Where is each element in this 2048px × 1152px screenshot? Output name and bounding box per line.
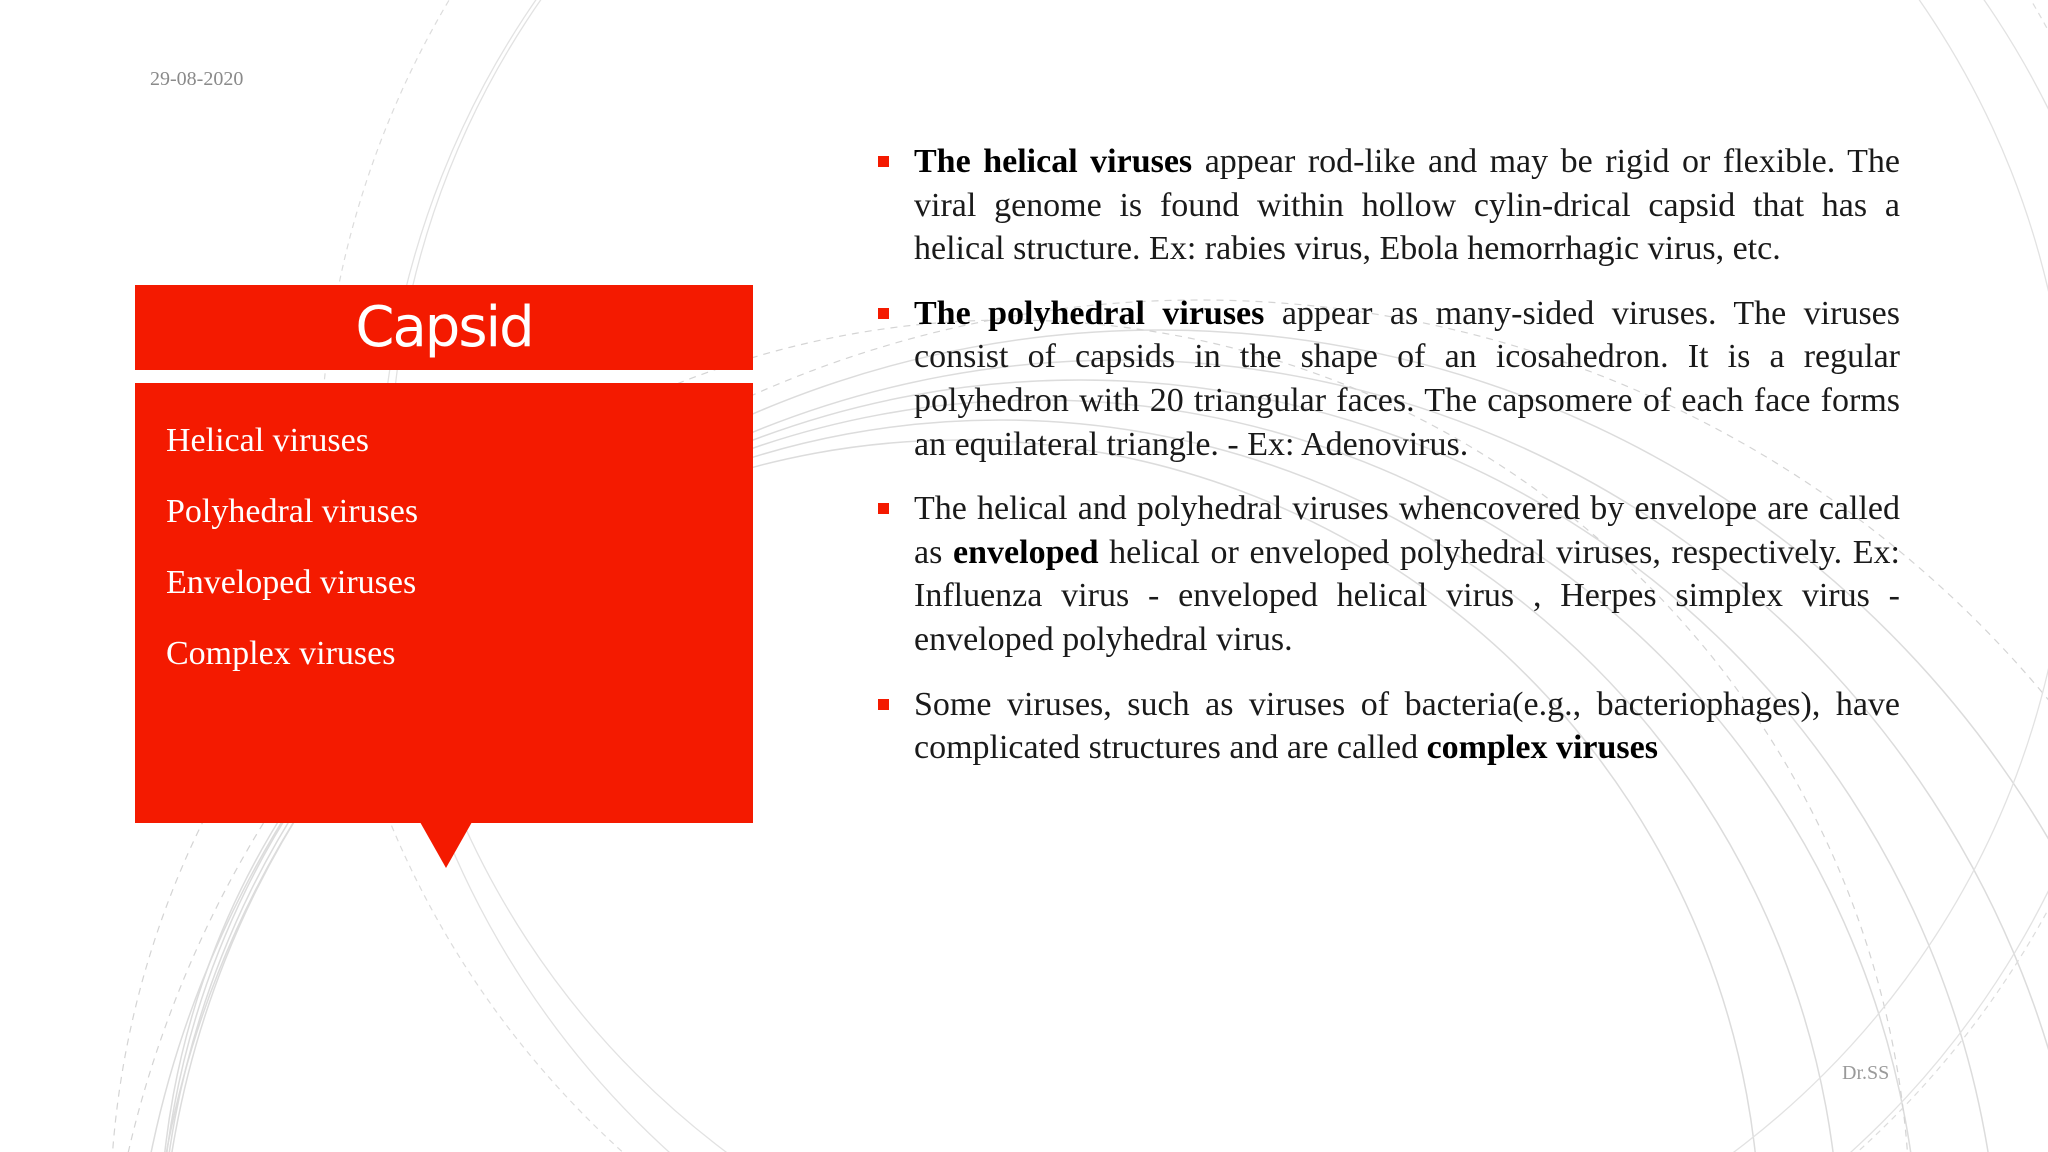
bullet-text: Some viruses, such as viruses of bacteria(e.g., bacteriophages), have complicated structures and are called: [914, 685, 1900, 767]
topic-item: Enveloped viruses: [166, 564, 417, 601]
topics-box: [135, 383, 753, 823]
topic-item: Complex viruses: [166, 635, 396, 672]
bullet-text: appear rod-like and may be rigid or flexible. The viral genome is found within hollow cylin-drical capsid that has a helical structure. Ex: rabies virus, Ebola hemorrhagic virus, etc.: [914, 143, 1900, 268]
bullet-helical: [878, 140, 1900, 271]
bullet-text: helical or enveloped polyhedral viruses, respectively. Ex: Influenza virus - enveloped helical virus , Herpes simplex virus - enveloped polyhedral virus.: [914, 533, 1900, 658]
bullet-enveloped: [878, 487, 1900, 661]
bullet-list: [878, 140, 1900, 791]
bullet-bold-lead: The helical viruses: [914, 143, 1193, 180]
callout-pointer: [420, 822, 472, 868]
topic-item: Polyhedral viruses: [166, 493, 419, 530]
slide-date: 29-08-2020: [150, 68, 244, 90]
topic-item: Helical viruses: [166, 422, 369, 459]
bullet-bold-lead: The polyhedral viruses: [914, 294, 1265, 332]
bullet-bold-term: enveloped: [953, 533, 1099, 571]
bullet-polyhedral: [878, 292, 1900, 466]
slide-author: Dr.SS: [1842, 1062, 1890, 1084]
title-box: [135, 285, 753, 370]
slide-title: Capsid: [355, 295, 533, 360]
bullet-text: appear as many-sided viruses. The viruses consist of capsids in the shape of an icosahedron. It is a regular polyhedron with 20 triangular faces. The capsomere of each face forms an equilateral triangle. - Ex: Adenovirus.: [914, 294, 1900, 463]
bullet-bold-term: complex viruses: [1426, 729, 1658, 767]
topics-list: [135, 383, 753, 689]
bullet-complex: [878, 683, 1900, 770]
bullet-text: The helical and polyhedral viruses whencovered by envelope are called as: [914, 490, 1900, 571]
